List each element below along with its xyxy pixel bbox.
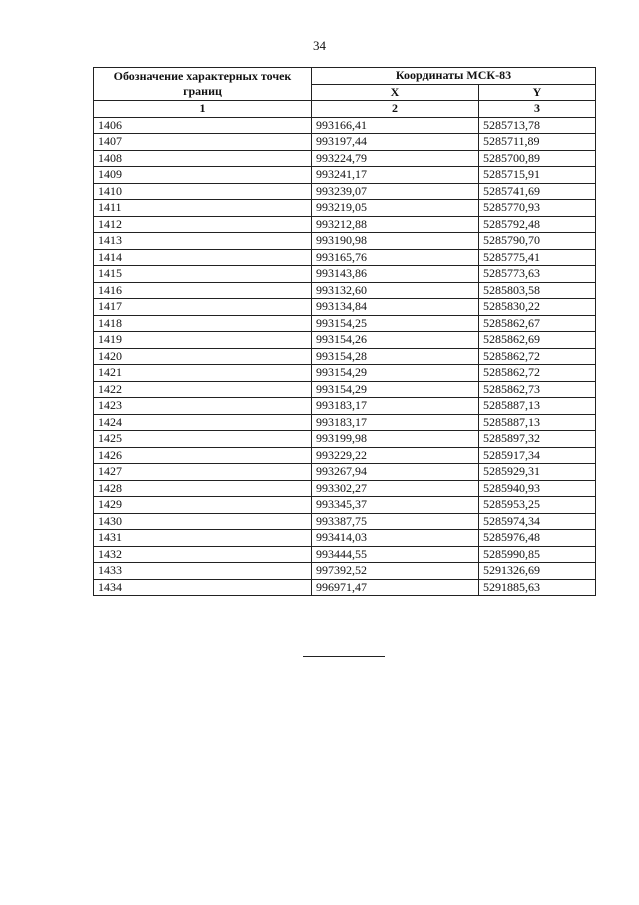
x-coordinate-cell: 993219,05 <box>312 200 479 217</box>
header-y: Y <box>479 84 596 101</box>
footer-divider <box>303 656 385 657</box>
x-coordinate-cell: 993229,22 <box>312 447 479 464</box>
point-id-cell: 1415 <box>94 266 312 283</box>
y-coordinate-cell: 5285917,34 <box>479 447 596 464</box>
header-point-designation: Обозначение характерных точек границ <box>94 68 312 101</box>
point-id-cell: 1424 <box>94 414 312 431</box>
point-id-cell: 1425 <box>94 431 312 448</box>
table-row <box>94 134 596 151</box>
y-coordinate-cell: 5285862,73 <box>479 381 596 398</box>
table-row <box>94 563 596 580</box>
point-id-cell: 1406 <box>94 117 312 134</box>
point-id-cell: 1433 <box>94 563 312 580</box>
y-coordinate-cell: 5285775,41 <box>479 249 596 266</box>
y-coordinate-cell: 5285990,85 <box>479 546 596 563</box>
y-coordinate-cell: 5285713,78 <box>479 117 596 134</box>
point-id-cell: 1409 <box>94 167 312 184</box>
x-coordinate-cell: 993387,75 <box>312 513 479 530</box>
column-number-3: 3 <box>479 101 596 118</box>
x-coordinate-cell: 993239,07 <box>312 183 479 200</box>
point-id-cell: 1420 <box>94 348 312 365</box>
x-coordinate-cell: 993183,17 <box>312 398 479 415</box>
table-row <box>94 447 596 464</box>
table-row <box>94 530 596 547</box>
x-coordinate-cell: 993199,98 <box>312 431 479 448</box>
x-coordinate-cell: 993165,76 <box>312 249 479 266</box>
y-coordinate-cell: 5285929,31 <box>479 464 596 481</box>
x-coordinate-cell: 993166,41 <box>312 117 479 134</box>
y-coordinate-cell: 5285773,63 <box>479 266 596 283</box>
x-coordinate-cell: 993154,25 <box>312 315 479 332</box>
x-coordinate-cell: 993154,29 <box>312 365 479 382</box>
y-coordinate-cell: 5285862,69 <box>479 332 596 349</box>
x-coordinate-cell: 993212,88 <box>312 216 479 233</box>
y-coordinate-cell: 5285887,13 <box>479 398 596 415</box>
y-coordinate-cell: 5285711,89 <box>479 134 596 151</box>
y-coordinate-cell: 5285953,25 <box>479 497 596 514</box>
table-row <box>94 381 596 398</box>
table-row <box>94 332 596 349</box>
y-coordinate-cell: 5285792,48 <box>479 216 596 233</box>
point-id-cell: 1431 <box>94 530 312 547</box>
point-id-cell: 1414 <box>94 249 312 266</box>
table-row <box>94 365 596 382</box>
table-row <box>94 315 596 332</box>
point-id-cell: 1423 <box>94 398 312 415</box>
table-row <box>94 299 596 316</box>
table-row <box>94 183 596 200</box>
table-row <box>94 249 596 266</box>
point-id-cell: 1427 <box>94 464 312 481</box>
y-coordinate-cell: 5285715,91 <box>479 167 596 184</box>
table-row <box>94 398 596 415</box>
x-coordinate-cell: 996971,47 <box>312 579 479 596</box>
point-id-cell: 1422 <box>94 381 312 398</box>
y-coordinate-cell: 5285974,34 <box>479 513 596 530</box>
x-coordinate-cell: 993302,27 <box>312 480 479 497</box>
table-row <box>94 117 596 134</box>
y-coordinate-cell: 5285887,13 <box>479 414 596 431</box>
x-coordinate-cell: 993224,79 <box>312 150 479 167</box>
point-id-cell: 1426 <box>94 447 312 464</box>
table-row <box>94 480 596 497</box>
table-row <box>94 497 596 514</box>
x-coordinate-cell: 993154,28 <box>312 348 479 365</box>
y-coordinate-cell: 5291326,69 <box>479 563 596 580</box>
point-id-cell: 1434 <box>94 579 312 596</box>
y-coordinate-cell: 5291885,63 <box>479 579 596 596</box>
point-id-cell: 1421 <box>94 365 312 382</box>
y-coordinate-cell: 5285897,32 <box>479 431 596 448</box>
point-id-cell: 1412 <box>94 216 312 233</box>
table-row <box>94 282 596 299</box>
page-number: 34 <box>313 38 326 53</box>
x-coordinate-cell: 993414,03 <box>312 530 479 547</box>
table-row <box>94 150 596 167</box>
column-number-2: 2 <box>312 101 479 118</box>
table-row <box>94 464 596 481</box>
table-header <box>94 68 596 118</box>
y-coordinate-cell: 5285862,72 <box>479 348 596 365</box>
point-id-cell: 1410 <box>94 183 312 200</box>
point-id-cell: 1411 <box>94 200 312 217</box>
point-id-cell: 1408 <box>94 150 312 167</box>
y-coordinate-cell: 5285862,67 <box>479 315 596 332</box>
x-coordinate-cell: 993345,37 <box>312 497 479 514</box>
y-coordinate-cell: 5285830,22 <box>479 299 596 316</box>
header-coordinates: Координаты МСК-83 <box>312 68 596 85</box>
y-coordinate-cell: 5285976,48 <box>479 530 596 547</box>
table-row <box>94 348 596 365</box>
table-row <box>94 579 596 596</box>
x-coordinate-cell: 993134,84 <box>312 299 479 316</box>
point-id-cell: 1429 <box>94 497 312 514</box>
table-row <box>94 216 596 233</box>
column-number-1: 1 <box>94 101 312 118</box>
table-row <box>94 546 596 563</box>
table-row <box>94 266 596 283</box>
point-id-cell: 1418 <box>94 315 312 332</box>
table-body <box>94 117 596 596</box>
x-coordinate-cell: 993132,60 <box>312 282 479 299</box>
table-row <box>94 167 596 184</box>
point-id-cell: 1416 <box>94 282 312 299</box>
x-coordinate-cell: 993197,44 <box>312 134 479 151</box>
table-row <box>94 233 596 250</box>
x-coordinate-cell: 993241,17 <box>312 167 479 184</box>
x-coordinate-cell: 993267,94 <box>312 464 479 481</box>
point-id-cell: 1419 <box>94 332 312 349</box>
x-coordinate-cell: 993444,55 <box>312 546 479 563</box>
y-coordinate-cell: 5285862,72 <box>479 365 596 382</box>
point-id-cell: 1430 <box>94 513 312 530</box>
table-row <box>94 431 596 448</box>
y-coordinate-cell: 5285790,70 <box>479 233 596 250</box>
point-id-cell: 1428 <box>94 480 312 497</box>
header-x: X <box>312 84 479 101</box>
y-coordinate-cell: 5285940,93 <box>479 480 596 497</box>
point-id-cell: 1417 <box>94 299 312 316</box>
y-coordinate-cell: 5285770,93 <box>479 200 596 217</box>
y-coordinate-cell: 5285803,58 <box>479 282 596 299</box>
x-coordinate-cell: 993190,98 <box>312 233 479 250</box>
x-coordinate-cell: 993154,29 <box>312 381 479 398</box>
coordinates-table <box>93 67 596 596</box>
point-id-cell: 1432 <box>94 546 312 563</box>
x-coordinate-cell: 993154,26 <box>312 332 479 349</box>
table-row <box>94 414 596 431</box>
table-row <box>94 200 596 217</box>
x-coordinate-cell: 993183,17 <box>312 414 479 431</box>
x-coordinate-cell: 993143,86 <box>312 266 479 283</box>
point-id-cell: 1413 <box>94 233 312 250</box>
x-coordinate-cell: 997392,52 <box>312 563 479 580</box>
point-id-cell: 1407 <box>94 134 312 151</box>
y-coordinate-cell: 5285700,89 <box>479 150 596 167</box>
y-coordinate-cell: 5285741,69 <box>479 183 596 200</box>
table-row <box>94 513 596 530</box>
